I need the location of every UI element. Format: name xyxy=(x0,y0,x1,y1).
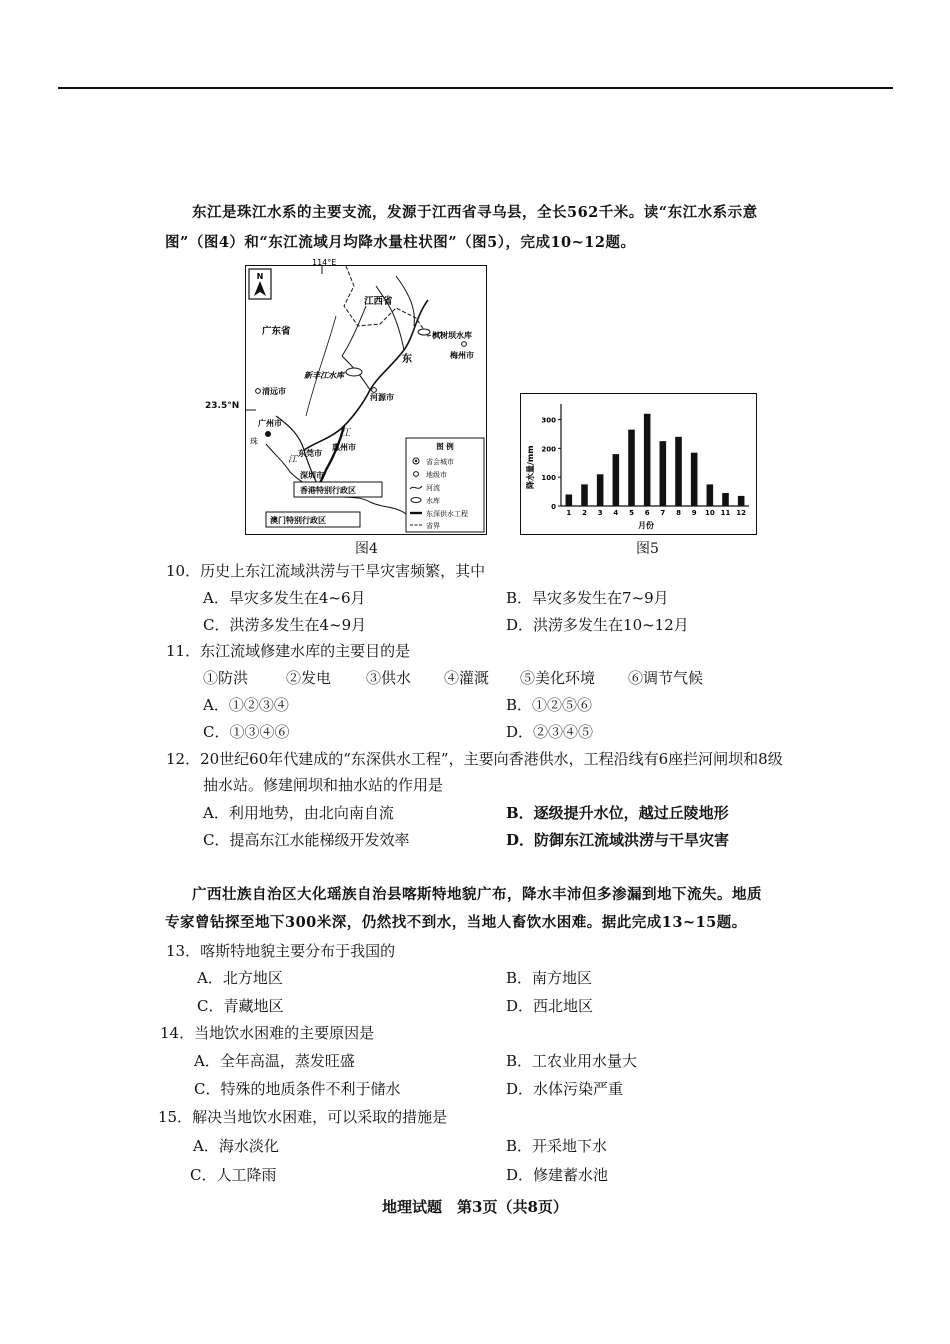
chart-bar-12 xyxy=(738,496,745,506)
legend-item-4: 水库 xyxy=(426,497,440,505)
page-footer: 地理试题 第3页（共8页） xyxy=(382,1198,568,1216)
chart-ytick-label: 100 xyxy=(541,474,556,483)
chart-bar-6 xyxy=(644,414,651,506)
q10-option-d[interactable]: D．洪涝多发生在10~12月 xyxy=(506,616,689,634)
q11-option-c[interactable]: C．①③④⑥ xyxy=(203,723,290,741)
xinfengjiang-reservoir-icon xyxy=(346,368,362,376)
chart-bar-10 xyxy=(707,484,714,506)
intro2-line1: 广西壮族自治区大化瑶族自治县喀斯特地貌广布，降水丰沛但多渗漏到地下流失。地质 xyxy=(192,886,762,903)
chart-ytick-label: 300 xyxy=(541,416,556,425)
tributary-west xyxy=(342,306,366,356)
chart-ytick-label: 200 xyxy=(541,445,556,454)
q15-option-b[interactable]: B．开采地下水 xyxy=(506,1137,608,1155)
chart-xtick-label: 9 xyxy=(691,509,697,517)
rainfall-chart xyxy=(520,393,757,535)
label-dong: 东 xyxy=(402,354,412,365)
figure5-caption: 图5 xyxy=(636,541,659,557)
label-qingyuan: 清远市 xyxy=(262,387,286,396)
q11-stem: 11．东江流域修建水库的主要目的是 xyxy=(166,642,411,660)
q14-option-d[interactable]: D．水体污染严重 xyxy=(506,1080,624,1098)
q15-option-a[interactable]: A．海水淡化 xyxy=(193,1137,279,1155)
chart-xtick-label: 10 xyxy=(704,509,715,517)
map-legend xyxy=(406,438,484,532)
label-zhu: 珠 xyxy=(250,437,258,446)
q15-option-d[interactable]: D．修建蓄水池 xyxy=(506,1166,609,1184)
chart-xtick-label: 5 xyxy=(629,509,634,517)
chart-xtick-label: 1 xyxy=(566,509,572,517)
q12-option-d[interactable]: D．防御东江流域洪涝与干旱灾害 xyxy=(506,831,730,849)
q10-option-c[interactable]: C．洪涝多发生在4~9月 xyxy=(203,616,367,634)
chart-bar-3 xyxy=(597,474,604,506)
q14-option-b[interactable]: B．工农业用水量大 xyxy=(506,1052,638,1070)
heyuan-marker-icon xyxy=(372,388,377,393)
chart-xlabel: 月份 xyxy=(638,521,654,530)
q12-stem-line1: 12．20世纪60年代建成的“东深供水工程”，主要向香港供水，工程沿线有6座拦河闸坝和8级 xyxy=(166,750,783,768)
q10-stem: 10．历史上东江流域洪涝与干旱灾害频繁，其中 xyxy=(166,562,486,580)
legend-item-2: 地级市 xyxy=(426,471,447,479)
lat-label: 23.5°N xyxy=(205,401,240,411)
label-guangzhou: 广州市 xyxy=(258,419,282,428)
chart-bar-5 xyxy=(628,430,635,506)
label-meizhou: 梅州市 xyxy=(450,351,474,360)
q11-option-a[interactable]: A．①②③④ xyxy=(203,696,289,714)
intro2-line2: 专家曾钻探至地下300米深，仍然找不到水，当地人畜饮水困难。据此完成13~15题。 xyxy=(165,914,747,931)
chart-xtick-label: 3 xyxy=(597,509,603,517)
north-label: N xyxy=(256,272,264,281)
fengshuba-reservoir-icon xyxy=(418,329,430,335)
label-jiang2: 江 xyxy=(288,455,298,465)
q11-item-4: ④灌溉 xyxy=(444,669,490,687)
label-dongguan: 东莞市 xyxy=(298,449,322,458)
q11-item-2: ②发电 xyxy=(286,669,332,687)
lon-label: 114°E xyxy=(312,258,337,267)
beijiang-river xyxy=(306,316,336,416)
q12-option-c[interactable]: C．提高东江水能梯级开发效率 xyxy=(203,831,410,849)
qingyuan-marker-icon xyxy=(256,389,261,394)
dongjiang-map xyxy=(246,258,486,534)
label-heyuan: 河源市 xyxy=(370,393,394,402)
chart-xtick-label: 11 xyxy=(720,509,731,517)
label-fengshuba: 枫树坝水库 xyxy=(432,331,472,340)
q14-stem: 14．当地饮水困难的主要原因是 xyxy=(160,1024,375,1042)
label-guangdong: 广东省 xyxy=(262,326,291,337)
legend-reservoir-icon xyxy=(411,498,421,503)
q15-stem: 15．解决当地饮水困难，可以采取的措施是 xyxy=(158,1108,448,1126)
label-jiangxi: 江西省 xyxy=(364,296,393,307)
figure4-caption: 图4 xyxy=(355,541,378,557)
chart-xtick-label: 6 xyxy=(644,509,650,517)
q12-option-a[interactable]: A．利用地势，由北向南自流 xyxy=(203,804,394,822)
chart-xtick-label: 4 xyxy=(613,509,619,517)
chart-ytick-label: 0 xyxy=(551,503,556,511)
label-jiang1: 江 xyxy=(340,428,350,439)
top-rule xyxy=(58,87,893,89)
q11-item-3: ③供水 xyxy=(366,669,412,687)
q10-option-a[interactable]: A．旱灾多发生在4~6月 xyxy=(203,589,366,607)
label-huizhou: 惠州市 xyxy=(332,443,356,452)
chart-bar-11 xyxy=(722,493,729,506)
chart-xtick-label: 12 xyxy=(736,509,747,517)
chart-bar-2 xyxy=(581,484,588,506)
tributary-ne xyxy=(396,276,414,326)
chart-bar-1 xyxy=(566,494,573,506)
chart-xtick-label: 8 xyxy=(676,509,681,517)
chart-xtick-label: 7 xyxy=(660,509,666,517)
legend-title: 图 例 xyxy=(436,442,454,451)
map-figure xyxy=(245,258,487,535)
q13-option-b[interactable]: B．南方地区 xyxy=(506,969,593,987)
q11-item-1: ①防洪 xyxy=(203,669,249,687)
label-macau: 澳门特别行政区 xyxy=(270,516,326,525)
q11-option-b[interactable]: B．①②⑤⑥ xyxy=(506,696,593,714)
chart-bar-4 xyxy=(613,454,620,506)
legend-item-6: 省界 xyxy=(426,522,440,530)
q11-item-6: ⑥调节气候 xyxy=(628,669,704,687)
q13-option-c[interactable]: C．青藏地区 xyxy=(197,997,284,1015)
rainfall-chart-svg xyxy=(521,394,756,534)
q13-option-d[interactable]: D．西北地区 xyxy=(506,997,594,1015)
chart-xtick-label: 2 xyxy=(582,509,587,517)
q11-item-5: ⑤美化环境 xyxy=(520,669,596,687)
intro1-line2: 图”（图4）和“东江流域月均降水量柱状图”（图5），完成10~12题。 xyxy=(165,234,636,251)
chart-bar-8 xyxy=(675,437,682,506)
chart-bar-9 xyxy=(691,453,698,506)
chart-bar-7 xyxy=(660,441,667,506)
q14-option-c[interactable]: C．特殊的地质条件不利于储水 xyxy=(194,1080,401,1098)
q15-option-c[interactable]: C．人工降雨 xyxy=(190,1166,277,1184)
meizhou-marker-icon xyxy=(462,342,467,347)
q13-stem: 13．喀斯特地貌主要分布于我国的 xyxy=(166,942,396,960)
label-xinfengjiang: 新丰江水库 xyxy=(304,371,344,380)
legend-item-5: 东深供水工程 xyxy=(426,510,468,518)
q14-option-a[interactable]: A．全年高温，蒸发旺盛 xyxy=(194,1052,355,1070)
q12-option-b[interactable]: B．逐级提升水位，越过丘陵地形 xyxy=(506,804,729,822)
q12-stem-line2: 抽水站。修建闸坝和抽水站的作用是 xyxy=(203,776,444,794)
q13-option-a[interactable]: A．北方地区 xyxy=(197,969,283,987)
q11-option-d[interactable]: D．②③④⑤ xyxy=(506,723,594,741)
label-hongkong: 香港特别行政区 xyxy=(300,486,356,495)
intro1-line1: 东江是珠江水系的主要支流，发源于江西省寻乌县，全长562千米。读“东江水系示意 xyxy=(192,204,758,221)
label-shenzhen: 深圳市 xyxy=(300,471,324,480)
legend-item-3: 河流 xyxy=(426,484,440,492)
chart-ylabel: 降水量/mm xyxy=(526,445,535,489)
guangzhou-marker-icon xyxy=(265,431,271,437)
legend-item-1: 省会城市 xyxy=(426,458,454,466)
q10-option-b[interactable]: B．旱灾多发生在7~9月 xyxy=(506,589,669,607)
